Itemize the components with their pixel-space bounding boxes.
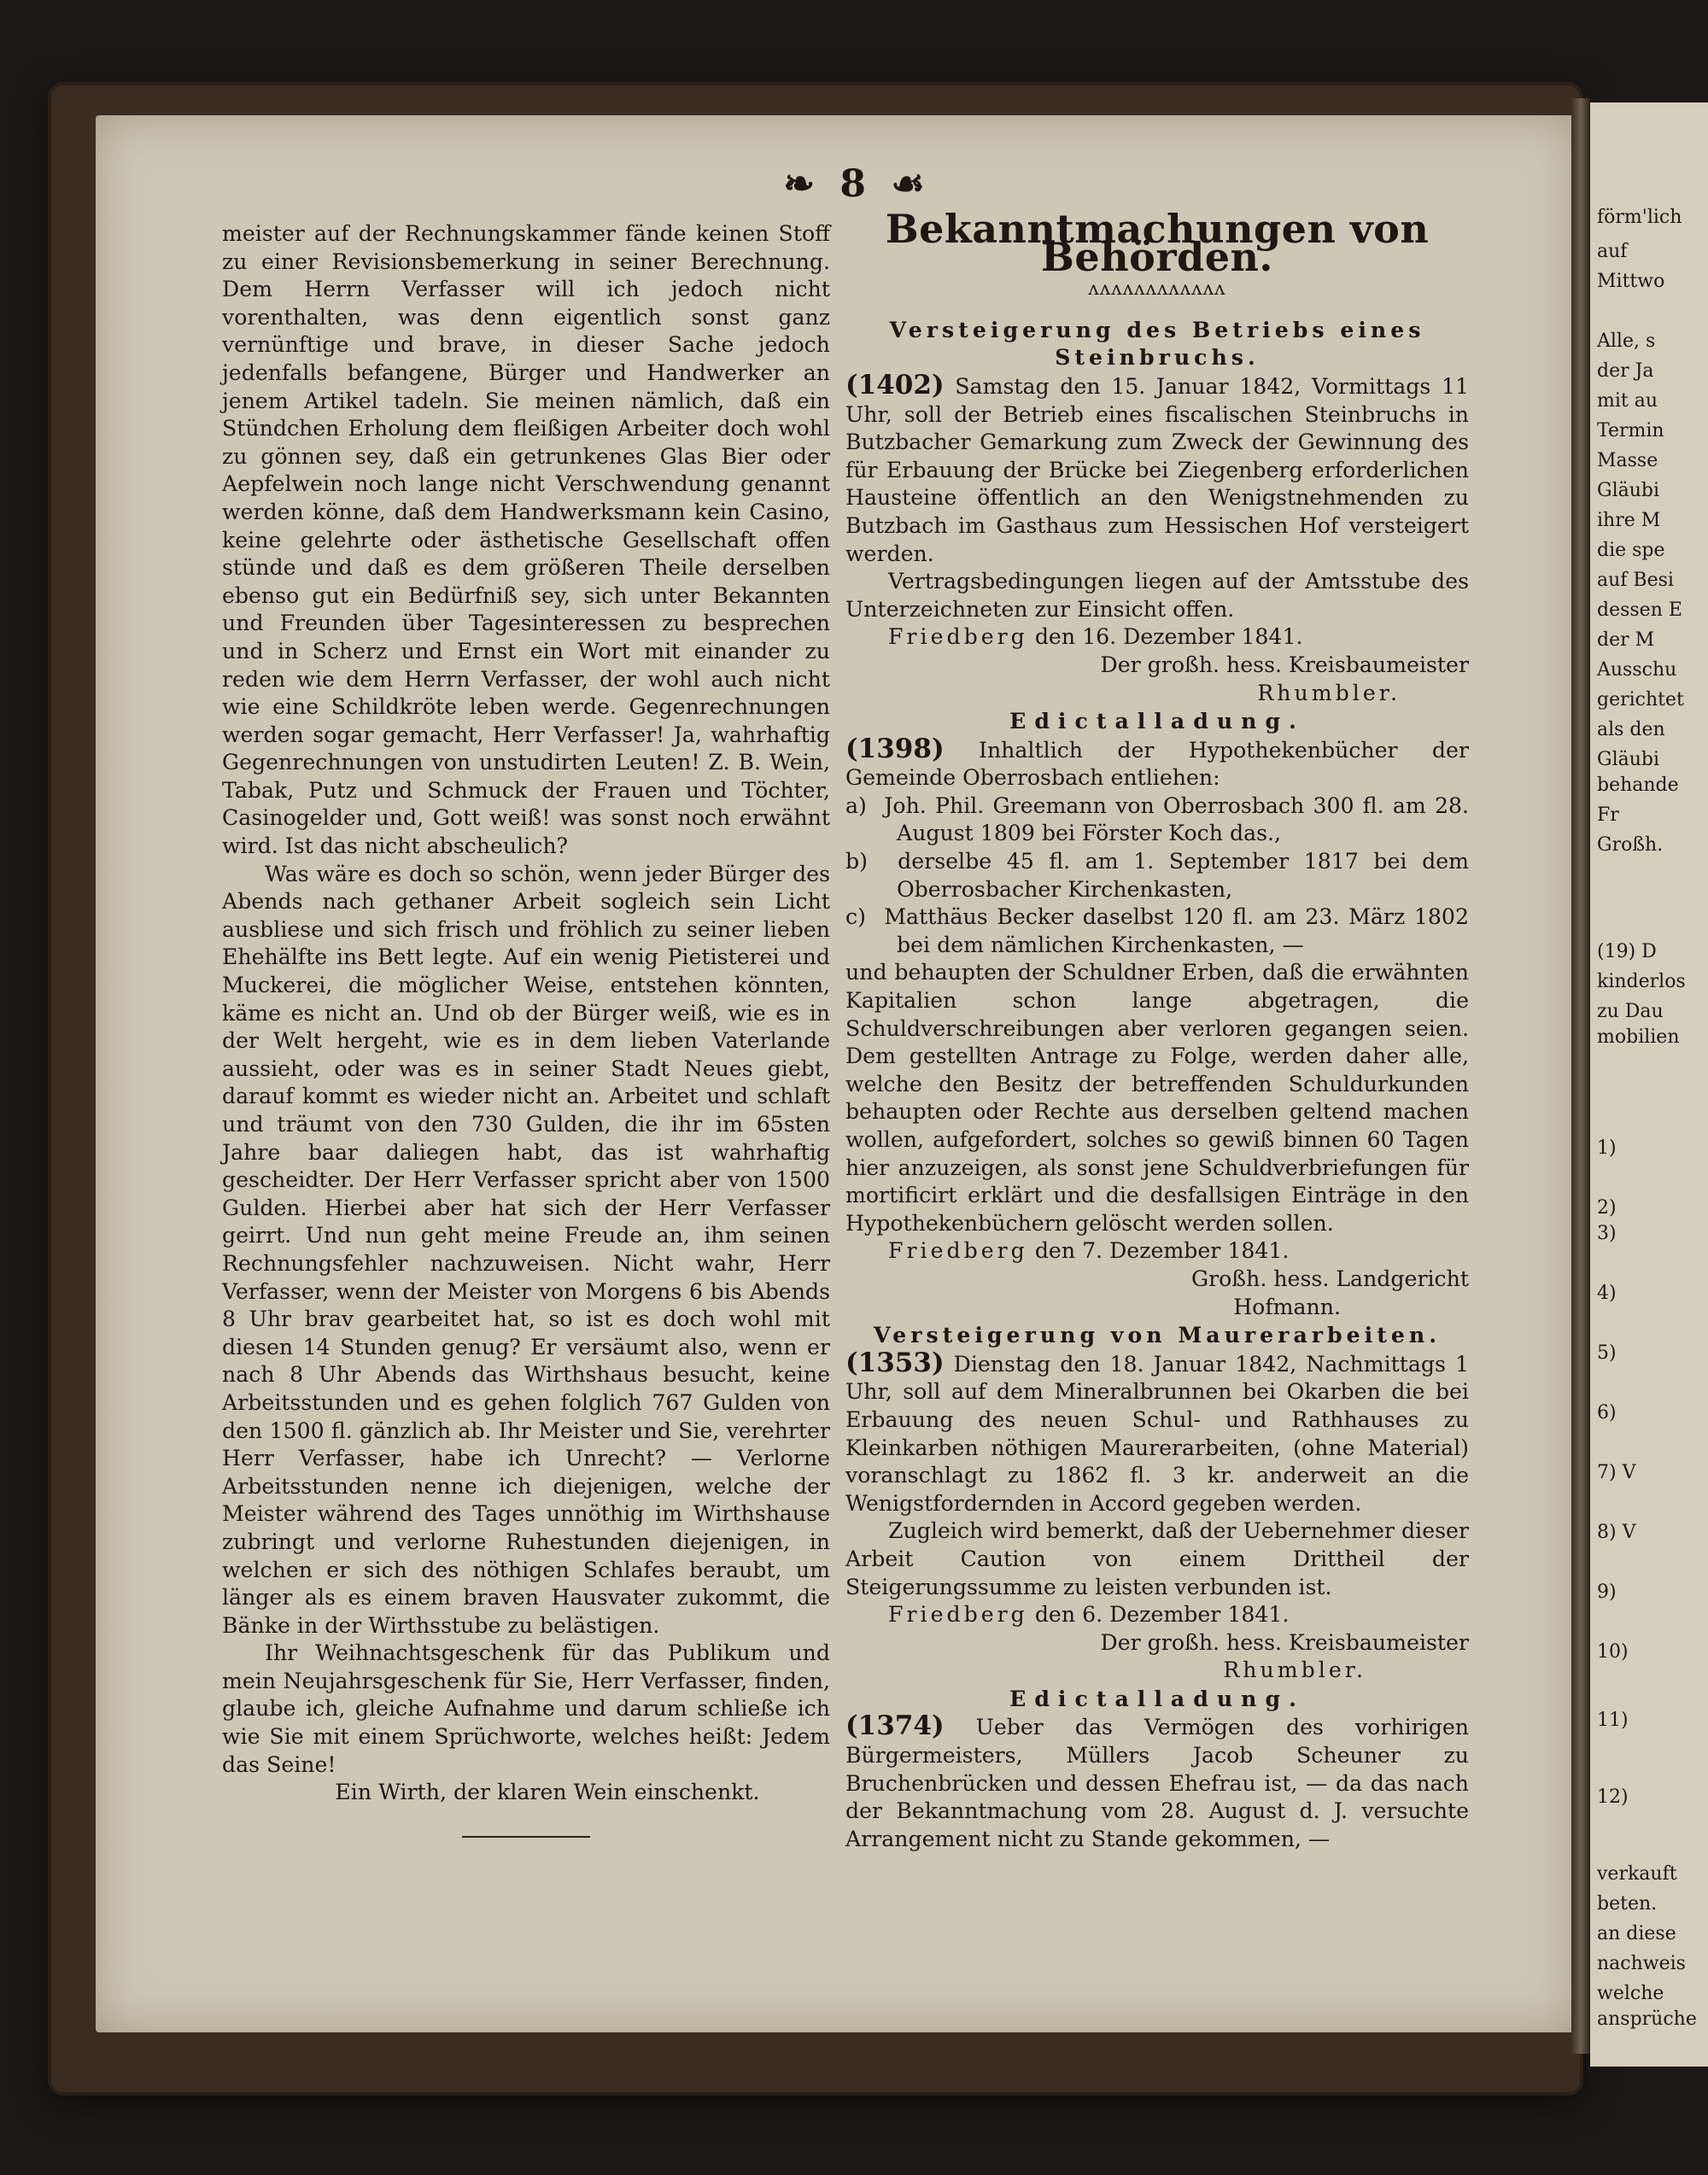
facing-page-fragment: 4)	[1597, 1283, 1617, 1304]
facing-page-fragment: verkauft	[1597, 1863, 1677, 1885]
facing-page-fragment: Termin	[1597, 420, 1664, 441]
facing-page-fragment: 11)	[1597, 1710, 1629, 1731]
facing-page-fragment: 5)	[1597, 1342, 1617, 1364]
facing-page-fragment: beten.	[1597, 1893, 1658, 1915]
facing-page-fragment: auf	[1597, 241, 1628, 262]
paragraph-1: meister auf der Rechnungskammer fände keinen Stoff zu einer Revisionsbemerkung in seiner Berechnung. Dem Herrn Verfasser will ich jedoch nicht vorenthalten, was denn eigentlich sonst ganz vernünftige und brave, in dieser Sache jedoch jedenfalls befangene, Bürger und Handwerker an jenem Artikel tadeln. Sie meinen nämlich, daß ein Stündchen Erholung dem fleißigen Arbeiter doch wohl zu gönnen sey, daß ein getrunkenes Glas Bier oder Aepfelwein noch lange nicht Verschwendung genannt werden könne, daß dem Handwerksmann kein Casino, keine gelehrte oder ästhetische Gesellschaft offen stünde und daß es dem größeren Theile derselben ebenso gut ein Bedürfniß sey, sich unter Bekannten und Freunden über Tagesinteressen zu besprechen und in Scherz und Ernst ein Wort mit einander zu reden wie dem Herrn Verfasser, der wohl auch nicht wie eine Schildkröte leben werde. Gegenrechnungen werden sogar gemacht, Herr Verfasser! Ja, wahrhaftig Gegenrechnungen von unstudirten Leuten! Z. B. Wein, Tabak, Putz und Schmuck der Frauen und Töchter, Casinogelder und, Gott weiß! was sonst noch erwähnt wird. Ist das nicht abscheulich?	[222, 221, 830, 859]
right-column	[845, 206, 1470, 1853]
facing-page-fragment: (19) D	[1597, 941, 1657, 962]
facing-page-fragment: nachweis	[1597, 1953, 1686, 1974]
notice-heading: Versteigerung des Betriebs eines Steinbruchs.	[889, 316, 1425, 371]
left-column	[222, 220, 830, 1838]
notice-body: (1398) Inhaltlich der Hypothekenbücher der Gemeinde Oberrosbach entliehen:	[845, 733, 1469, 791]
notice-extra: Zugleich wird bemerkt, daß der Uebernehmer dieser Arbeit Caution von einem Drittheil der Steigerungssumme zu leisten verbunden ist.	[845, 1518, 1469, 1599]
notice-dateline: Friedberg den 16. Dezember 1841.	[888, 624, 1303, 650]
facing-page-fragment: Großh.	[1597, 834, 1664, 856]
facing-page-fragment: Mittwo	[1597, 271, 1665, 292]
facing-page-fragment: die spe	[1597, 540, 1665, 561]
facing-page-fragment: 12)	[1597, 1786, 1629, 1808]
facing-page-fragment: Alle, s	[1597, 330, 1656, 352]
notice-signature-title: Großh. hess. Landgericht	[1190, 1266, 1469, 1291]
facing-page-fragment: zu Dau	[1597, 1001, 1664, 1022]
notice-heading: Versteigerung von Maurerarbeiten.	[874, 1322, 1441, 1348]
facing-page-fragment: kinderlos	[1597, 971, 1686, 992]
wave-ornament-icon: ᴧᴧᴧᴧᴧᴧᴧᴧᴧᴧᴧᴧ	[1088, 278, 1226, 301]
ornament-left-icon: ❧	[783, 162, 816, 206]
facing-page-fragment: welche	[1597, 1983, 1664, 2004]
facing-page	[1590, 102, 1708, 2067]
facing-page-fragment: 6)	[1597, 1402, 1617, 1424]
facing-page-fragment: 9)	[1597, 1582, 1617, 1603]
notice-dateline: Friedberg den 6. Dezember 1841.	[888, 1602, 1290, 1628]
facing-page-fragment: ansprüche	[1597, 2008, 1697, 2030]
list-item: c) Matthäus Becker daselbst 120 fl. am 23. März 1802 bei dem nämlichen Kirchenkasten, —	[845, 904, 1469, 957]
facing-page-fragment: förm'lich	[1597, 207, 1682, 228]
notice-number: (1374)	[845, 1710, 945, 1742]
notice-signature-name: Rhumbler.	[1223, 1658, 1366, 1683]
page-header	[769, 162, 939, 206]
facing-page-fragment: 7) V	[1597, 1462, 1636, 1483]
author-signature: Ein Wirth, der klaren Wein einschenkt.	[335, 1780, 760, 1805]
list-item: b) derselbe 45 fl. am 1. September 1817 bei dem Oberrosbacher Kirchenkasten,	[845, 849, 1469, 902]
facing-page-fragment: Ausschu	[1597, 659, 1677, 681]
facing-page-fragment: Fr	[1597, 804, 1619, 826]
notice-heading: Edictalladung.	[1009, 1685, 1305, 1711]
notice-number: (1402)	[845, 369, 945, 401]
facing-page-fragment: der Ja	[1597, 360, 1654, 382]
book-gutter	[1571, 98, 1590, 2054]
column-end-rule	[462, 1836, 590, 1838]
notice-dateline: Friedberg den 7. Dezember 1841.	[888, 1238, 1290, 1264]
facing-page-fragment: ihre M	[1597, 510, 1661, 531]
notice-body: (1402) Samstag den 15. Januar 1842, Vormittags 11 Uhr, soll der Betrieb eines fiscalischen Steinbruchs in Butzbacher Gemarkung zum Zweck der Gewinnung des für Erbauung der Brücke bei Ziegenberg erforderlichen Hausteine öffentlich an den Wenigstnehmenden zu Butzbach im Gasthaus zum Hessischen Hof versteigert werden.	[845, 369, 1469, 566]
paragraph-2: Was wäre es doch so schön, wenn jeder Bürger des Abends nach gethaner Arbeit sogleich sein Licht ausbliese und sich frisch und fröhlich zu seiner lieben Ehehälfte ins Bett legte. Auf ein wenig Pietisterei und Muckerei, die möglicher Weise, entstehen könnten, käme es nicht an. Und ob der Bürger weiß, wie es in der Welt hergeht, wie es in dem lieben Vaterlande aussieht, oder was es in seiner Stadt Neues giebt, darauf kommt es wieder nicht an. Arbeitet und schlaft und träumt von den 730 Gulden, die ihr im 65sten Jahre baar daliegen habt, das ist wahrhaftig gescheidter. Der Herr Verfasser spricht aber von 1500 Gulden. Hierbei aber hat sich der Herr Verfasser geirrt. Und nun geht meine Freude an, ihm seinen Rechnungsfehler nachzuweisen. Nicht wahr, Herr Verfasser, wenn der Meister von Morgens 6 bis Abends 8 Uhr brav gearbeitet hat, so ist es doch wohl mit diesen 14 Stunden genug? Er versäumt also, wenn er nach 8 Uhr Abends das Wirthshaus besucht, keine Arbeitsstunden und es gehen folglich 767 Gulden von den 1500 fl. gänzlich ab. Ihr Meister und Sie, verehrter Herr Verfasser, habe ich Unrecht? — Verlorne Arbeitsstunden nenne ich diejenigen, welche der Meister während des Tages unnöthig im Wirthshause zubringt und verlorne Ruhestunden diejenigen, in welchen er sich des nöthigen Schlafes beraubt, um länger als es einem braven Hausvater zukommt, die Bänke in der Wirthsstube zu belästigen.	[222, 861, 830, 1638]
notice-number: (1353)	[845, 1347, 945, 1378]
notice-signature-name: Hofmann.	[1233, 1294, 1341, 1319]
facing-page-fragment: mobilien	[1597, 1026, 1680, 1048]
notice-body: (1374) Ueber das Vermögen des vorhirigen Bürgermeisters, Müllers Jacob Scheuner zu Bruchenbrücken und dessen Ehefrau ist, — da das nach der Bekanntmachung vom 28. August d. J. versuchte Arrangement nicht zu Stande gekommen, —	[845, 1710, 1469, 1851]
notice-heading: Edictalladung.	[1009, 708, 1305, 734]
notice-signature-name: Rhumbler.	[1257, 680, 1401, 705]
notice-number: (1398)	[845, 733, 945, 764]
facing-page-fragment: 2)	[1597, 1197, 1617, 1219]
facing-page-fragment: 10)	[1597, 1641, 1629, 1663]
facing-page-fragment: Gläubi	[1597, 749, 1660, 770]
facing-page-fragment: an diese	[1597, 1923, 1676, 1944]
section-title: Bekanntmachungen von Behörden.	[885, 206, 1430, 280]
facing-page-fragment: 8) V	[1597, 1522, 1636, 1543]
facing-page-fragment: 1)	[1597, 1137, 1617, 1159]
ornament-right-icon: ☙	[891, 162, 925, 206]
paragraph-3: Ihr Weihnachtsgeschenk für das Publikum und mein Neujahrsgeschenk für Sie, Herr Verfasser, finden, glaube ich, gleiche Aufnahme und darum schließe ich wie Sie mit einem Sprüchworte, welches heißt: Jedem das Seine!	[222, 1640, 830, 1777]
notice-extra: und behaupten der Schuldner Erben, daß die erwähnten Kapitalien schon lange abgetragen, die Schuldverschreibungen aber verloren gegangen seien. Dem gestellten Antrage zu Folge, werden daher alle, welche den Besitz der betreffenden Schuldurkunden behaupten oder Rechte aus derselben geltend machen wollen, aufgefordert, solches so gewiß binnen 60 Tagen hier anzuzeigen, als sonst jene Schuldverbriefungen für mortificirt erklärt und die desfallsigen Einträge in den Hypothekenbüchern gelöscht werden sollen.	[845, 960, 1469, 1236]
facing-page-fragment: mit au	[1597, 390, 1658, 412]
facing-page-fragment: der M	[1597, 629, 1655, 651]
facing-page-fragment: als den	[1597, 719, 1665, 740]
facing-page-fragment: Masse	[1597, 450, 1658, 471]
notice-extra: Vertragsbedingungen liegen auf der Amtsstube des Unterzeichneten zur Einsicht offen.	[845, 569, 1469, 622]
page-number: 8	[839, 162, 867, 206]
notice-body: (1353) Dienstag den 18. Januar 1842, Nachmittags 1 Uhr, soll auf dem Mineralbrunnen bei Okarben die bei Erbauung des neuen Schul- und Rathhauses zu Kleinkarben nöthigen Maurerarbeiten, (ohne Material) voranschlagt zu 1862 fl. 3 kr. anderweit an die Wenigstfordernden in Accord gegeben werden.	[845, 1347, 1469, 1516]
list-item: a) Joh. Phil. Greemann von Oberrosbach 300 fl. am 28. August 1809 bei Förster Koch das.,	[845, 792, 1470, 846]
facing-page-fragment: dessen E	[1597, 599, 1682, 621]
facing-page-fragment: gerichtet	[1597, 689, 1684, 710]
notice-signature-title: Der großh. hess. Kreisbaumeister	[1100, 1629, 1469, 1655]
facing-page-fragment: 3)	[1597, 1223, 1617, 1244]
facing-page-fragment: auf Besi	[1597, 570, 1674, 591]
facing-page-fragment: behande	[1597, 775, 1679, 796]
notice-signature-title: Der großh. hess. Kreisbaumeister	[1100, 652, 1469, 677]
facing-page-fragment: Gläubi	[1597, 480, 1660, 501]
